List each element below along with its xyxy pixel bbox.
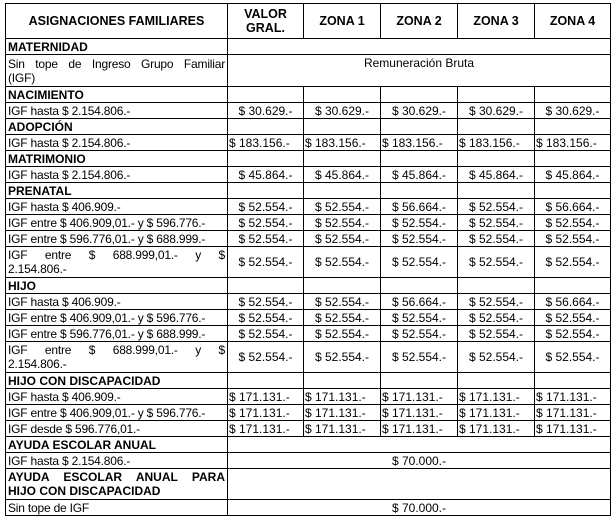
table-row: [6, 247, 611, 278]
cell-value: $ 30.629.-: [535, 103, 611, 119]
section-row-maternidad: [6, 39, 611, 55]
row-label: IGF hasta $ 2.154.806.-: [6, 103, 228, 119]
section-row-adopcion: [6, 119, 611, 135]
row-label: IGF hasta $ 406.909.-: [6, 389, 228, 405]
section-title-ayuda-escolar-discapacidad: [6, 469, 228, 500]
section-empty-cell: [228, 39, 611, 55]
cell-value: $ 45.864.-: [458, 167, 535, 183]
row-label: IGF hasta $ 406.909.-: [6, 294, 228, 310]
header-asignaciones: ASIGNACIONES FAMILIARES: [6, 4, 228, 39]
cell-value: $ 52.554.-: [458, 199, 535, 215]
table-row: [6, 199, 611, 215]
cell-value: $ 52.554.-: [228, 310, 304, 326]
cell-value: $ 52.554.-: [535, 342, 611, 373]
row-label: IGF desde $ 596.776,01.-: [6, 421, 228, 437]
cell-value: $ 171.131.-: [381, 405, 458, 421]
table-row: [6, 342, 611, 373]
table-row: [6, 55, 611, 87]
cell-value: $ 171.131.-: [458, 389, 535, 405]
section-row-matrimonio: [6, 151, 611, 167]
cell-value: $ 171.131.-: [304, 389, 381, 405]
cell-value: $ 52.554.-: [304, 215, 381, 231]
section-row-prenatal: [6, 183, 611, 199]
table-row: [6, 453, 611, 469]
cell-value: $ 183.156.-: [535, 135, 611, 151]
cell-value: $ 171.131.-: [458, 405, 535, 421]
header-zona-4: ZONA 4: [535, 4, 611, 39]
section-title-hijo: HIJO: [6, 278, 228, 294]
cell-value: $ 171.131.-: [304, 421, 381, 437]
section-title-matrimonio: MATRIMONIO: [6, 151, 228, 167]
cell-value: $ 52.554.-: [381, 310, 458, 326]
cell-value: $ 171.131.-: [228, 421, 304, 437]
row-label-line: 2.154.806.-: [8, 357, 67, 371]
cell-value: $ 52.554.-: [304, 294, 381, 310]
cell-value: $ 171.131.-: [535, 421, 611, 437]
section-title-line: HIJO CON DISCAPACIDAD: [8, 484, 161, 498]
header-valor-line1: VALOR: [244, 7, 287, 21]
cell-value: $ 171.131.-: [228, 389, 304, 405]
cell-value: $ 52.554.-: [535, 310, 611, 326]
cell-value: $ 52.554.-: [458, 326, 535, 342]
cell-value: $ 52.554.-: [458, 215, 535, 231]
row-label-line: 2.154.806.-: [8, 262, 67, 276]
table-row: [6, 167, 611, 183]
header-zona-1: ZONA 1: [304, 4, 381, 39]
row-label: [6, 55, 228, 87]
cell-value: $ 30.629.-: [458, 103, 535, 119]
cell-value: $ 52.554.-: [228, 247, 304, 278]
cell-value: $ 52.554.-: [381, 215, 458, 231]
table-header-row: [6, 4, 611, 39]
cell-value: $ 52.554.-: [381, 326, 458, 342]
cell-value: $ 52.554.-: [228, 199, 304, 215]
table-row: [6, 421, 611, 437]
cell-value: $ 171.131.-: [228, 405, 304, 421]
section-title-ayuda-escolar: AYUDA ESCOLAR ANUAL: [6, 437, 228, 453]
section-title-adopcion: ADOPCIÓN: [6, 119, 228, 135]
cell-value: $ 52.554.-: [228, 231, 304, 247]
cell-value: $ 30.629.-: [304, 103, 381, 119]
row-label: IGF entre $ 596.776,01.- y $ 688.999.-: [6, 326, 228, 342]
section-title-line: AYUDA ESCOLAR ANUAL PARA: [8, 470, 225, 484]
table-row: [6, 135, 611, 151]
cell-value: $ 52.554.-: [304, 310, 381, 326]
cell-value: $ 183.156.-: [381, 135, 458, 151]
cell-value: $ 52.554.-: [304, 342, 381, 373]
table-row: [6, 310, 611, 326]
section-title-maternidad: MATERNIDAD: [6, 39, 228, 55]
cell-value: $ 56.664.-: [381, 199, 458, 215]
table-row: [6, 103, 611, 119]
cell-value: $ 52.554.-: [228, 215, 304, 231]
header-zona-2: ZONA 2: [381, 4, 458, 39]
section-row-ayuda-escolar: [6, 437, 611, 453]
cell-value: $ 52.554.-: [535, 247, 611, 278]
section-row-nacimiento: [6, 87, 611, 103]
table-row: [6, 294, 611, 310]
section-title-nacimiento: NACIMIENTO: [6, 87, 228, 103]
maternidad-value: Remuneración Bruta: [228, 55, 611, 87]
cell-value: $ 52.554.-: [458, 310, 535, 326]
row-label-line: Sin tope de Ingreso Grupo Familiar: [8, 56, 225, 71]
row-label: IGF hasta $ 2.154.806.-: [6, 453, 228, 469]
cell-value: $ 183.156.-: [458, 135, 535, 151]
row-label: IGF hasta $ 406.909.-: [6, 199, 228, 215]
row-label-line: IGF entre $ 688.999,01.- y $: [8, 248, 225, 262]
row-label: IGF entre $ 406.909,01.- y $ 596.776.-: [6, 405, 228, 421]
cell-value: $ 52.554.-: [228, 326, 304, 342]
cell-value: $ 56.664.-: [381, 294, 458, 310]
cell-value: $ 52.554.-: [304, 199, 381, 215]
cell-value: $ 171.131.-: [304, 405, 381, 421]
row-label: IGF entre $ 406.909,01.- y $ 596.776.-: [6, 310, 228, 326]
section-row-hijo-discapacidad: [6, 373, 611, 389]
table-row: [6, 389, 611, 405]
table-row: [6, 231, 611, 247]
cell-value: $ 183.156.-: [304, 135, 381, 151]
cell-value: $ 52.554.-: [535, 215, 611, 231]
cell-value: $ 52.554.-: [458, 247, 535, 278]
section-title-hijo-discapacidad: HIJO CON DISCAPACIDAD: [6, 373, 228, 389]
header-valor-line2: GRAL.: [246, 21, 285, 35]
table-row: [6, 500, 611, 516]
row-label: IGF hasta $ 2.154.806.-: [6, 135, 228, 151]
table-row: [6, 405, 611, 421]
row-label: IGF hasta $ 2.154.806.-: [6, 167, 228, 183]
cell-value: $ 52.554.-: [458, 294, 535, 310]
cell-value: $ 52.554.-: [304, 247, 381, 278]
cell-value: $ 171.131.-: [381, 389, 458, 405]
cell-value: $ 52.554.-: [381, 342, 458, 373]
ayuda-escolar-value: $ 70.000.-: [228, 453, 611, 469]
cell-value: $ 52.554.-: [381, 247, 458, 278]
cell-value: $ 30.629.-: [228, 103, 304, 119]
row-label-line: IGF entre $ 688.999,01.- y $: [8, 343, 225, 357]
cell-value: $ 45.864.-: [535, 167, 611, 183]
cell-value: $ 56.664.-: [535, 294, 611, 310]
section-empty-cell: [228, 469, 611, 500]
row-label: Sin tope de IGF: [6, 500, 228, 516]
table-row: [6, 215, 611, 231]
asignaciones-table: [5, 3, 611, 516]
row-label: [6, 342, 228, 373]
cell-value: $ 52.554.-: [228, 294, 304, 310]
cell-value: $ 30.629.-: [381, 103, 458, 119]
section-empty-cell: [228, 437, 611, 453]
cell-value: $ 52.554.-: [304, 231, 381, 247]
row-label: [6, 247, 228, 278]
row-label: IGF entre $ 406.909,01.- y $ 596.776.-: [6, 215, 228, 231]
cell-value: $ 171.131.-: [535, 405, 611, 421]
row-label: IGF entre $ 596.776,01.- y $ 688.999.-: [6, 231, 228, 247]
cell-value: $ 171.131.-: [535, 389, 611, 405]
cell-value: $ 45.864.-: [228, 167, 304, 183]
row-label-line: (IGF): [8, 70, 35, 85]
section-row-ayuda-escolar-discapacidad: [6, 469, 611, 500]
cell-value: $ 183.156.-: [228, 135, 304, 151]
cell-value: $ 52.554.-: [228, 342, 304, 373]
cell-value: $ 52.554.-: [535, 326, 611, 342]
cell-value: $ 52.554.-: [458, 231, 535, 247]
section-row-hijo: [6, 278, 611, 294]
section-title-prenatal: PRENATAL: [6, 183, 228, 199]
cell-value: $ 171.131.-: [458, 421, 535, 437]
cell-value: $ 52.554.-: [304, 326, 381, 342]
ayuda-escolar-discapacidad-value: $ 70.000.-: [228, 500, 611, 516]
cell-value: $ 45.864.-: [304, 167, 381, 183]
table-row: [6, 326, 611, 342]
cell-value: $ 56.664.-: [535, 199, 611, 215]
cell-value: $ 52.554.-: [535, 231, 611, 247]
cell-value: $ 45.864.-: [381, 167, 458, 183]
cell-value: $ 171.131.-: [381, 421, 458, 437]
cell-value: $ 52.554.-: [381, 231, 458, 247]
header-valor-gral: [228, 4, 304, 39]
cell-value: $ 52.554.-: [458, 342, 535, 373]
header-zona-3: ZONA 3: [458, 4, 535, 39]
